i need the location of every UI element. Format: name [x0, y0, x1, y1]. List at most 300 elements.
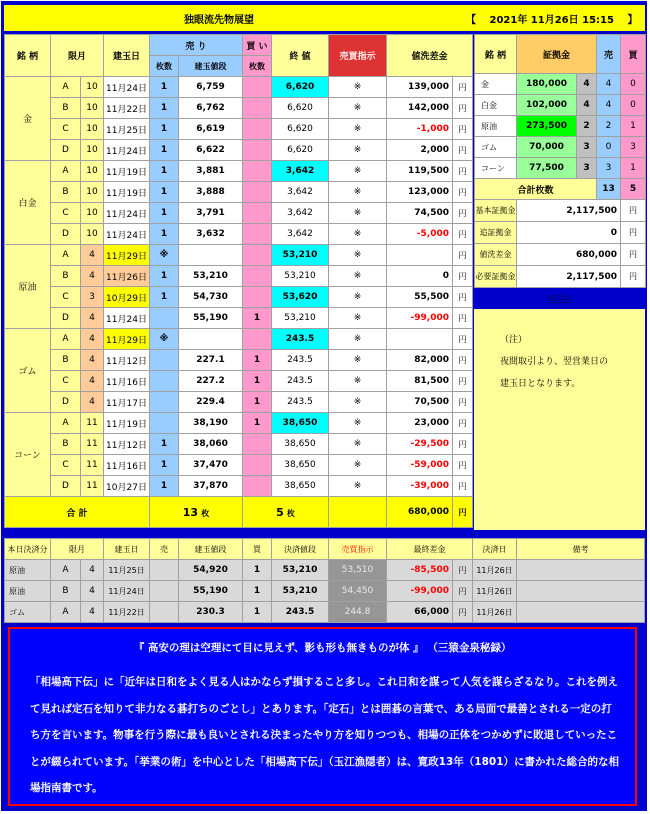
settled-sell [150, 602, 179, 623]
summary-margin: 102,000 [517, 95, 577, 116]
contract-code: C [51, 119, 81, 140]
settled-open-price: 55,190 [179, 581, 243, 602]
sell-lots [150, 308, 179, 329]
contract-code: B [51, 266, 81, 287]
instruct-mark: ※ [329, 392, 387, 413]
pnl-value: 82,000 [387, 350, 453, 371]
buy-lots: 1 [243, 371, 272, 392]
contract-month: 4 [81, 350, 104, 371]
buy-lots [243, 266, 272, 287]
table-row [5, 203, 473, 224]
summary-name: ゴム [475, 137, 517, 158]
table-row [5, 245, 473, 266]
open-price: 38,190 [179, 413, 243, 434]
close-price: 3,642 [272, 224, 329, 245]
pnl-yen: 円 [453, 203, 473, 224]
settled-yen: 円 [453, 602, 473, 623]
open-price: 3,881 [179, 161, 243, 182]
kv-label: 基本証拠金 [475, 200, 517, 222]
contract-month: 11 [81, 455, 104, 476]
summary-margin: 70,000 [517, 137, 577, 158]
open-price: 54,730 [179, 287, 243, 308]
buy-lots [243, 245, 272, 266]
summary-buy: 1 [621, 116, 646, 137]
open-price: 37,470 [179, 455, 243, 476]
sell-lots: 1 [150, 140, 179, 161]
buy-lots [243, 329, 272, 350]
pnl-yen: 円 [453, 308, 473, 329]
col-pnl: 値洗差金 [387, 35, 473, 77]
settled-name: 原油 [5, 560, 51, 581]
instruct-mark: ※ [329, 434, 387, 455]
buy-lots: 1 [243, 392, 272, 413]
instruct-mark: ※ [329, 476, 387, 497]
report-datetime: 【 2021年 11月26日 15:15 】 [466, 15, 638, 26]
pnl-value: 119,500 [387, 161, 453, 182]
kv-value: 2,117,500 [517, 200, 621, 222]
instruct-mark: ※ [329, 98, 387, 119]
close-price: 3,642 [272, 161, 329, 182]
contract-code: A [51, 245, 81, 266]
kv-yen: 円 [621, 266, 646, 288]
col-buy: 買 い [243, 35, 272, 56]
close-price: 53,210 [272, 308, 329, 329]
pnl-yen: 円 [453, 434, 473, 455]
table-row [5, 413, 473, 434]
close-price: 3,642 [272, 203, 329, 224]
settled-yen: 円 [453, 581, 473, 602]
col-sell: 売 り [150, 35, 243, 56]
memo-line-2: 建玉日となります。 [500, 379, 581, 389]
contract-month: 10 [81, 182, 104, 203]
buy-lots [243, 77, 272, 98]
set-col-note: 備考 [517, 539, 645, 560]
open-price: 6,619 [179, 119, 243, 140]
memo-line-1: 夜間取引より、翌営業日の [500, 357, 609, 367]
settled-instruct: 53,510 [329, 560, 387, 581]
total-yen: 円 [453, 497, 473, 528]
contract-month: 10 [81, 119, 104, 140]
open-date: 11月19日 [104, 182, 150, 203]
settled-buy: 1 [243, 581, 272, 602]
buy-lots [243, 203, 272, 224]
contract-code: A [51, 161, 81, 182]
contract-code: B [51, 350, 81, 371]
set-col-name: 本日決済分 [5, 539, 51, 560]
settled-instruct: 54,450 [329, 581, 387, 602]
table-row [5, 455, 473, 476]
sum-total-label: 合計枚数 [475, 179, 597, 200]
open-price: 6,762 [179, 98, 243, 119]
instruct-mark: ※ [329, 245, 387, 266]
summary-name: コーン [475, 158, 517, 179]
sell-lots [150, 392, 179, 413]
contract-code: C [51, 203, 81, 224]
instruct-mark: ※ [329, 308, 387, 329]
sum-col-sell: 売 [597, 35, 621, 74]
settled-pnl: -85,500 [387, 560, 453, 581]
kv-label: 必要証拠金 [475, 266, 517, 288]
buy-lots: 1 [243, 308, 272, 329]
summary-name: 金 [475, 74, 517, 95]
settled-row [5, 602, 645, 623]
contract-code: A [51, 413, 81, 434]
contract-code: B [51, 182, 81, 203]
set-col-buy: 買 [243, 539, 272, 560]
open-price [179, 245, 243, 266]
col-name: 銘 柄 [5, 35, 51, 77]
summary-count: 4 [577, 74, 597, 95]
sell-lots: 1 [150, 224, 179, 245]
sell-lots [150, 413, 179, 434]
open-date: 11月16日 [104, 371, 150, 392]
summary-sell: 0 [597, 137, 621, 158]
pnl-value: 23,000 [387, 413, 453, 434]
commodity-name: コーン [5, 413, 51, 497]
sell-lots: 1 [150, 476, 179, 497]
total-sell: 13 枚 [150, 497, 243, 528]
settled-name: ゴム [5, 602, 51, 623]
sum-total-sell: 13 [597, 179, 621, 200]
instruct-mark: ※ [329, 371, 387, 392]
pnl-yen: 円 [453, 287, 473, 308]
pnl-value: -5,000 [387, 224, 453, 245]
close-price: 3,642 [272, 182, 329, 203]
pnl-yen: 円 [453, 266, 473, 287]
buy-lots [243, 161, 272, 182]
close-price: 38,650 [272, 434, 329, 455]
contract-code: D [51, 476, 81, 497]
settled-month: 4 [81, 560, 104, 581]
buy-lots [243, 119, 272, 140]
close-price: 243.5 [272, 392, 329, 413]
open-price: 38,060 [179, 434, 243, 455]
contract-month: 4 [81, 392, 104, 413]
buy-lots: 1 [243, 350, 272, 371]
total-pnl: 680,000 [387, 497, 453, 528]
open-date: 11月19日 [104, 413, 150, 434]
close-price: 38,650 [272, 455, 329, 476]
settled-open-date: 11月24日 [104, 581, 150, 602]
margin-kv-row [475, 200, 646, 222]
kv-label: 追証拠金 [475, 222, 517, 244]
pnl-value: 142,000 [387, 98, 453, 119]
settled-date: 11月26日 [473, 602, 517, 623]
table-row [5, 476, 473, 497]
settled-date: 11月26日 [473, 560, 517, 581]
summary-row [475, 74, 646, 95]
settled-month: 4 [81, 581, 104, 602]
margin-summary-table [474, 34, 646, 288]
kv-value: 2,117,500 [517, 266, 621, 288]
pnl-value: 81,500 [387, 371, 453, 392]
contract-code: B [51, 434, 81, 455]
sell-lots: 1 [150, 434, 179, 455]
open-date: 11月29日 [104, 245, 150, 266]
summary-sell: 3 [597, 158, 621, 179]
settled-sell [150, 560, 179, 581]
buy-lots [243, 182, 272, 203]
sell-lots: 1 [150, 161, 179, 182]
settled-pnl: 66,000 [387, 602, 453, 623]
summary-buy: 0 [621, 95, 646, 116]
instruct-mark: ※ [329, 266, 387, 287]
summary-margin: 180,000 [517, 74, 577, 95]
close-price: 6,620 [272, 119, 329, 140]
buy-lots [243, 434, 272, 455]
table-row [5, 182, 473, 203]
contract-month: 4 [81, 308, 104, 329]
settled-price: 53,210 [272, 581, 329, 602]
col-month: 限月 [51, 35, 104, 77]
quote-title: 『 高安の理は空理にて目に見えず、影も形も無きものが体 』 （三猿金泉秘録） [133, 642, 512, 654]
commodity-name: 原油 [5, 245, 51, 329]
pnl-value: 139,000 [387, 77, 453, 98]
total-buy: 5 枚 [243, 497, 329, 528]
open-date: 10月27日 [104, 476, 150, 497]
instruct-mark: ※ [329, 455, 387, 476]
summary-row [475, 158, 646, 179]
contract-month: 10 [81, 224, 104, 245]
instruct-mark: ※ [329, 161, 387, 182]
instruct-mark: ※ [329, 287, 387, 308]
open-date: 11月24日 [104, 308, 150, 329]
pnl-value: 70,500 [387, 392, 453, 413]
summary-margin: 77,500 [517, 158, 577, 179]
pnl-yen: 円 [453, 476, 473, 497]
set-col-sprice: 決済値段 [272, 539, 329, 560]
pnl-value: -59,000 [387, 455, 453, 476]
instruct-mark: ※ [329, 413, 387, 434]
pnl-yen: 円 [453, 224, 473, 245]
settled-instruct: 244.8 [329, 602, 387, 623]
settled-buy: 1 [243, 560, 272, 581]
open-price: 55,190 [179, 308, 243, 329]
table-row [5, 371, 473, 392]
sum-col-name: 銘 柄 [475, 35, 517, 74]
set-col-date: 建玉日 [104, 539, 150, 560]
table-row [5, 224, 473, 245]
pnl-yen: 円 [453, 182, 473, 203]
open-price: 3,791 [179, 203, 243, 224]
pnl-value: 123,000 [387, 182, 453, 203]
contract-code: D [51, 308, 81, 329]
close-price: 53,210 [272, 266, 329, 287]
memo-link[interactable]: MEMO [546, 294, 573, 303]
commodity-name: 金 [5, 77, 51, 161]
pnl-yen: 円 [453, 98, 473, 119]
kv-label: 値洗差金 [475, 244, 517, 266]
close-price: 38,650 [272, 476, 329, 497]
contract-code: D [51, 140, 81, 161]
close-price: 38,650 [272, 413, 329, 434]
set-col-instruct: 売買指示 [329, 539, 387, 560]
contract-month: 3 [81, 287, 104, 308]
kv-yen: 円 [621, 200, 646, 222]
settled-row [5, 560, 645, 581]
table-row [5, 266, 473, 287]
buy-lots [243, 476, 272, 497]
close-price: 53,620 [272, 287, 329, 308]
close-price: 6,620 [272, 140, 329, 161]
sum-col-margin: 証拠金 [517, 35, 597, 74]
pnl-value: -29,500 [387, 434, 453, 455]
open-date: 11月16日 [104, 455, 150, 476]
open-price: 37,870 [179, 476, 243, 497]
contract-code: A [51, 329, 81, 350]
col-instruct: 売買指示 [329, 35, 387, 77]
pnl-value: 2,000 [387, 140, 453, 161]
pnl-value [387, 329, 453, 350]
settled-date: 11月26日 [473, 581, 517, 602]
sell-lots: 1 [150, 287, 179, 308]
contract-code: D [51, 224, 81, 245]
close-price: 243.5 [272, 350, 329, 371]
summary-sell: 2 [597, 116, 621, 137]
quote-body: 「相場高下伝」に「近年は日和をよく見る人はかならず損すること多し。これ日和を謀って人気を謀らざるなり。これを例えて見れば定石を知りて非力なる碁打ちのごとし」とあります。「定石」とは囲碁の言葉で、ある局面で最善とされる一定の打ち方を言います。物事を行う際に最も良いとされる決まったやり方を知りつつも、相場の正体をつかめずに敗退していったことが綴られています。「挙業の術」を中心とした「相場高下伝」（玉江漁隠者）は、寛政13年（1801）に書かれた総合的な相場指南書です。 [30, 676, 619, 794]
buy-lots: 1 [243, 413, 272, 434]
settled-open-date: 11月22日 [104, 602, 150, 623]
pnl-yen: 円 [453, 455, 473, 476]
contract-code: D [51, 392, 81, 413]
summary-sell: 4 [597, 95, 621, 116]
table-row [5, 287, 473, 308]
settled-row [5, 581, 645, 602]
margin-kv-row [475, 244, 646, 266]
memo-note-title: （注） [500, 335, 528, 345]
open-price: 6,622 [179, 140, 243, 161]
table-row [5, 161, 473, 182]
open-date: 11月17日 [104, 392, 150, 413]
instruct-mark: ※ [329, 203, 387, 224]
pnl-yen: 円 [453, 140, 473, 161]
open-date: 11月22日 [104, 98, 150, 119]
margin-kv-row [475, 222, 646, 244]
pnl-yen: 円 [453, 77, 473, 98]
sell-lots: 1 [150, 98, 179, 119]
settled-code: B [51, 581, 81, 602]
summary-name: 原油 [475, 116, 517, 137]
summary-count: 2 [577, 116, 597, 137]
settled-buy: 1 [243, 602, 272, 623]
settled-today-table [4, 538, 645, 623]
contract-code: C [51, 371, 81, 392]
buy-lots [243, 224, 272, 245]
table-row [5, 77, 473, 98]
pnl-value: 74,500 [387, 203, 453, 224]
close-price: 53,210 [272, 245, 329, 266]
col-buy-lots: 枚数 [243, 56, 272, 77]
set-col-sdate: 決済日 [473, 539, 517, 560]
open-price: 227.2 [179, 371, 243, 392]
summary-buy: 3 [621, 137, 646, 158]
open-date: 11月29日 [104, 329, 150, 350]
sell-lots [150, 371, 179, 392]
set-col-price: 建玉値段 [179, 539, 243, 560]
sell-lots: 1 [150, 455, 179, 476]
contract-month: 4 [81, 371, 104, 392]
set-col-pnl: 最終差金 [387, 539, 473, 560]
instruct-mark: ※ [329, 350, 387, 371]
close-price: 243.5 [272, 329, 329, 350]
pnl-value: 55,500 [387, 287, 453, 308]
pnl-yen: 円 [453, 392, 473, 413]
open-date: 11月12日 [104, 434, 150, 455]
settled-open-price: 230.3 [179, 602, 243, 623]
settled-price: 53,210 [272, 560, 329, 581]
open-price: 53,210 [179, 266, 243, 287]
settled-open-price: 54,920 [179, 560, 243, 581]
open-date: 11月26日 [104, 266, 150, 287]
open-price: 3,632 [179, 224, 243, 245]
table-row [5, 350, 473, 371]
sell-lots: 1 [150, 119, 179, 140]
kv-value: 0 [517, 222, 621, 244]
open-date: 11月24日 [104, 224, 150, 245]
pnl-yen: 円 [453, 371, 473, 392]
pnl-value: 0 [387, 266, 453, 287]
summary-margin: 273,500 [517, 116, 577, 137]
contract-code: C [51, 455, 81, 476]
summary-count: 4 [577, 95, 597, 116]
summary-count: 3 [577, 158, 597, 179]
set-col-month: 限月 [51, 539, 104, 560]
contract-month: 10 [81, 140, 104, 161]
sum-col-buy: 買 [621, 35, 646, 74]
col-sell-lots: 枚数 [150, 56, 179, 77]
open-date: 11月12日 [104, 350, 150, 371]
sell-lots: 1 [150, 266, 179, 287]
instruct-mark: ※ [329, 119, 387, 140]
contract-month: 4 [81, 329, 104, 350]
pnl-yen: 円 [453, 119, 473, 140]
sum-total-buy: 5 [621, 179, 646, 200]
table-row [5, 140, 473, 161]
summary-row [475, 95, 646, 116]
settled-pnl: -99,000 [387, 581, 453, 602]
contract-month: 11 [81, 434, 104, 455]
kv-yen: 円 [621, 244, 646, 266]
pnl-value: -99,000 [387, 308, 453, 329]
settled-code: A [51, 560, 81, 581]
close-price: 243.5 [272, 371, 329, 392]
contract-code: A [51, 77, 81, 98]
summary-sell: 4 [597, 74, 621, 95]
settled-note [517, 560, 645, 581]
sell-lots: 1 [150, 182, 179, 203]
pnl-yen: 円 [453, 245, 473, 266]
open-date: 10月29日 [104, 287, 150, 308]
commodity-name: ゴム [5, 329, 51, 413]
contract-month: 11 [81, 413, 104, 434]
summary-count: 3 [577, 137, 597, 158]
kv-yen: 円 [621, 222, 646, 244]
instruct-mark: ※ [329, 329, 387, 350]
pnl-value: -39,000 [387, 476, 453, 497]
settled-month: 4 [81, 602, 104, 623]
summary-row [475, 137, 646, 158]
pnl-yen: 円 [453, 161, 473, 182]
open-price: 3,888 [179, 182, 243, 203]
summary-name: 白金 [475, 95, 517, 116]
kv-value: 680,000 [517, 244, 621, 266]
buy-lots [243, 455, 272, 476]
table-row [5, 392, 473, 413]
table-row [5, 329, 473, 350]
positions-table [4, 34, 473, 528]
settled-note [517, 602, 645, 623]
margin-kv-row [475, 266, 646, 288]
